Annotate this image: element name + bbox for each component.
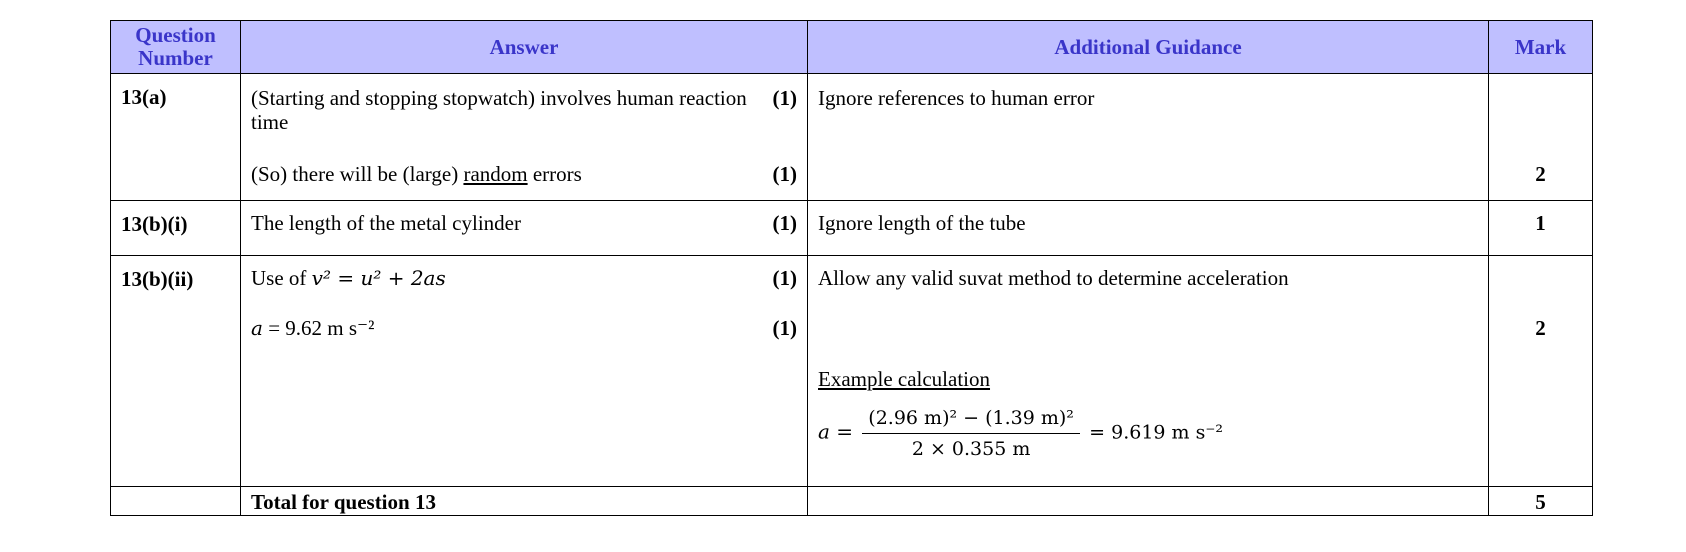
total-mark: 5 <box>1535 490 1546 514</box>
guidance-cell <box>808 74 1489 201</box>
answer-line: The length of the metal cylinder <box>251 211 521 235</box>
answer-mark: (1) <box>772 86 797 110</box>
mark-cell <box>1489 201 1593 256</box>
table-row <box>111 74 1593 201</box>
guidance-text: Ignore references to human error <box>818 86 1095 110</box>
guidance-cell <box>808 256 1489 487</box>
total-empty-cell <box>111 487 241 516</box>
header-row <box>111 21 1593 74</box>
header-question-number: Question Number <box>111 21 241 74</box>
mark-value: 2 <box>1535 316 1546 340</box>
total-mark-cell <box>1489 487 1593 516</box>
answer-line: Use of v² = u² + 2as <box>251 266 446 290</box>
answer-line: (So) there will be (large) random errors <box>251 162 582 186</box>
example-fraction <box>862 406 1080 461</box>
total-empty-cell <box>808 487 1489 516</box>
guidance-text: Allow any valid suvat method to determine acceleration <box>818 266 1289 290</box>
mark-scheme-table <box>110 20 1593 516</box>
example-calculation <box>818 406 1223 461</box>
answer-line: a = 9.62 m s⁻² <box>251 316 375 340</box>
example-heading: Example calculation <box>818 367 991 391</box>
question-number: 13(b)(ii) <box>111 256 241 487</box>
fraction-denominator: 2 × 0.355 m <box>911 438 1031 460</box>
suvat-formula: v² = u² + 2as <box>311 266 446 290</box>
underlined-term: random <box>463 162 528 186</box>
example-result: = 9.619 m s⁻² <box>1089 421 1224 444</box>
answer-line: (Starting and stopping stopwatch) involves human reaction time <box>251 86 747 134</box>
question-number: 13(a) <box>111 74 241 201</box>
example-lhs: a = <box>818 419 854 444</box>
table-row <box>111 256 1593 487</box>
guidance-text: Ignore length of the tube <box>818 211 1026 235</box>
answer-mark: (1) <box>772 162 797 186</box>
answer-mark: (1) <box>772 266 797 290</box>
table-row <box>111 201 1593 256</box>
total-label: Total for question 13 <box>241 487 808 516</box>
question-number: 13(b)(i) <box>111 201 241 256</box>
total-row <box>111 487 1593 516</box>
mark-cell <box>1489 74 1593 201</box>
answer-cell <box>241 201 808 256</box>
answer-value: = 9.62 m s⁻² <box>268 316 375 340</box>
mark-cell <box>1489 256 1593 487</box>
answer-mark: (1) <box>772 316 797 340</box>
fraction-numerator: (2.96 m)² − (1.39 m)² <box>862 406 1080 434</box>
answer-cell <box>241 256 808 487</box>
header-mark: Mark <box>1489 21 1593 74</box>
mark-value: 2 <box>1535 162 1546 186</box>
header-answer: Answer <box>241 21 808 74</box>
answer-cell <box>241 74 808 201</box>
answer-mark: (1) <box>772 211 797 235</box>
header-guidance: Additional Guidance <box>808 21 1489 74</box>
mark-value: 1 <box>1535 211 1546 235</box>
guidance-cell <box>808 201 1489 256</box>
